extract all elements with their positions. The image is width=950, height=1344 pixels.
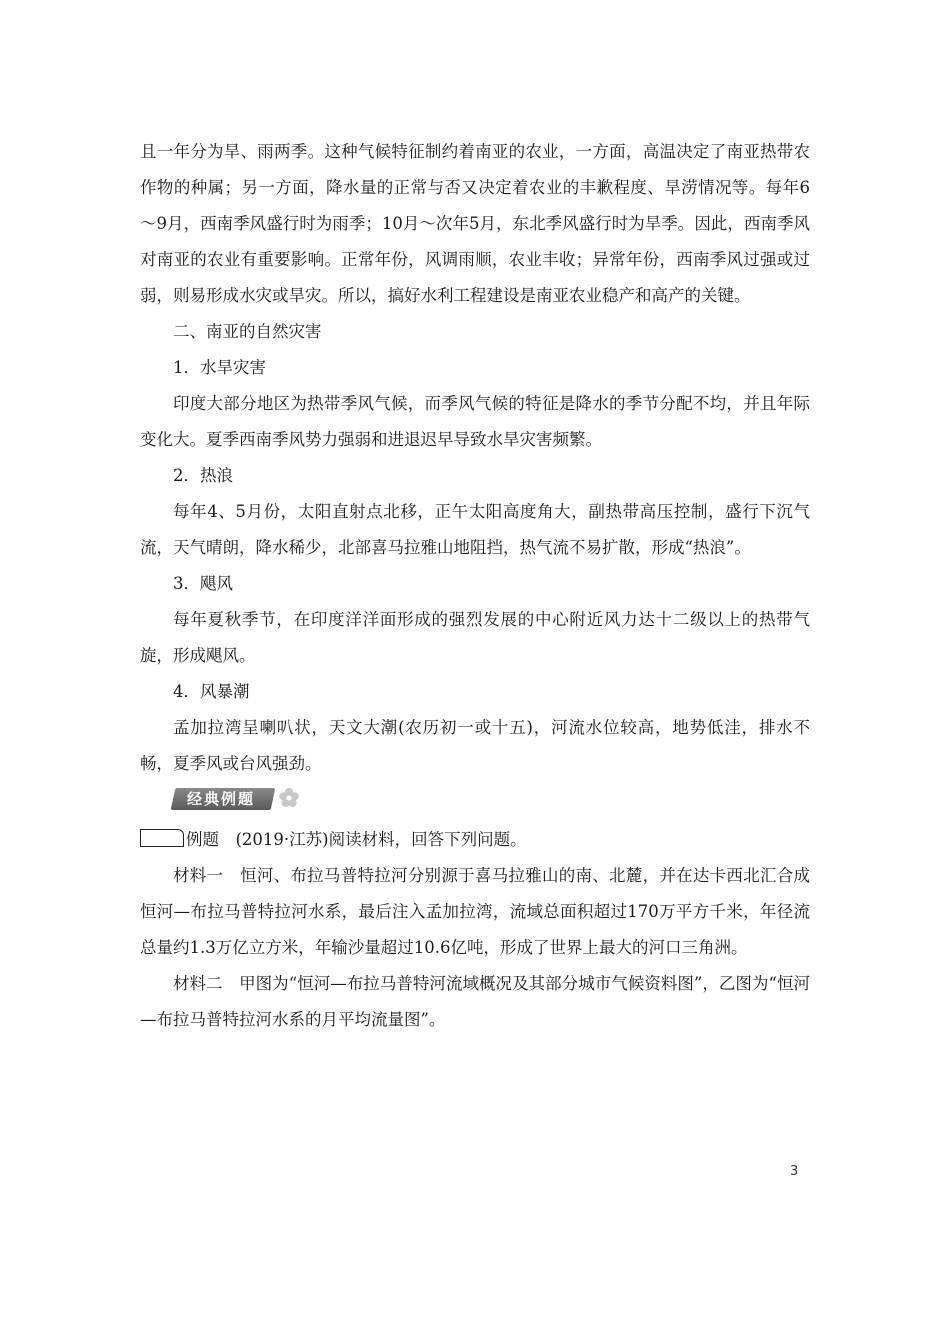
paragraph-flood-drought: 印度大部分地区为热带季风气候，而季风气候的特征是降水的季节分配不均，并且年际变化大。夏季西南季风势力强弱和进退迟早导致水旱灾害频繁。 [140, 394, 810, 449]
intro-paragraph: 且一年分为旱、雨两季。这种气候特征制约着南亚的农业，一方面，高温决定了南亚热带农作物的种属；另一方面，降水量的正常与否又决定着农业的丰歉程度、旱涝情况等。每年6～9月，西南季风盛行时为雨季；10月～次年5月，东北季风盛行时为旱季。因此，西南季风对南亚的农业有重要影响。正常年份，风调雨顺，农业丰收；异常年份，西南季风过强或过弱，则易形成水灾或旱灾。所以，搞好水利工程建设是南亚农业稳产和高产的关键。 [140, 142, 810, 305]
section-heading: 二、南亚的自然灾害 [173, 322, 322, 341]
example-tag-box [140, 829, 184, 847]
flower-icon [277, 786, 301, 810]
example-intro: 例题 (2019·江苏)阅读材料，回答下列问题。 [186, 830, 527, 849]
material-one: 材料一 恒河、布拉马普特拉河分别源于喜马拉雅山的南、北麓，并在达卡西北汇合成恒河—布拉马普特拉河水系，最后注入孟加拉湾，流域总面积超过170万平方千米，年径流总量约1.3万亿立方米，年输沙量超过10.6亿吨，形成了世界上最大的河口三角洲。 [140, 866, 810, 957]
classic-example-badge [173, 786, 810, 816]
subheading-hurricane: 3．飓风 [173, 574, 233, 593]
page-number: 3 [790, 1164, 799, 1179]
body-text [140, 134, 810, 1038]
example-intro-line [140, 822, 810, 858]
subheading-flood-drought: 1．水旱灾害 [173, 358, 266, 377]
paragraph-hurricane: 每年夏秋季节，在印度洋洋面形成的强烈发展的中心附近风力达十二级以上的热带气旋，形成飓风。 [140, 610, 810, 665]
subheading-heat-wave: 2．热浪 [173, 466, 233, 485]
paragraph-storm-surge: 孟加拉湾呈喇叭状，天文大潮(农历初一或十五)，河流水位较高，地势低洼，排水不畅，夏季风或台风强劲。 [140, 718, 810, 773]
subheading-storm-surge: 4．风暴潮 [173, 682, 250, 701]
badge-label: 经典例题 [187, 790, 256, 808]
material-two: 材料二 甲图为“恒河—布拉马普特河流域概况及其部分城市气候资料图”，乙图为“恒河—布拉马普特拉河水系的月平均流量图”。 [140, 974, 810, 1029]
paragraph-heat-wave: 每年4、5月份，太阳直射点北移，正午太阳高度角大，副热带高压控制，盛行下沉气流，天气晴朗，降水稀少，北部喜马拉雅山地阻挡，热气流不易扩散，形成“热浪”。 [140, 502, 810, 557]
